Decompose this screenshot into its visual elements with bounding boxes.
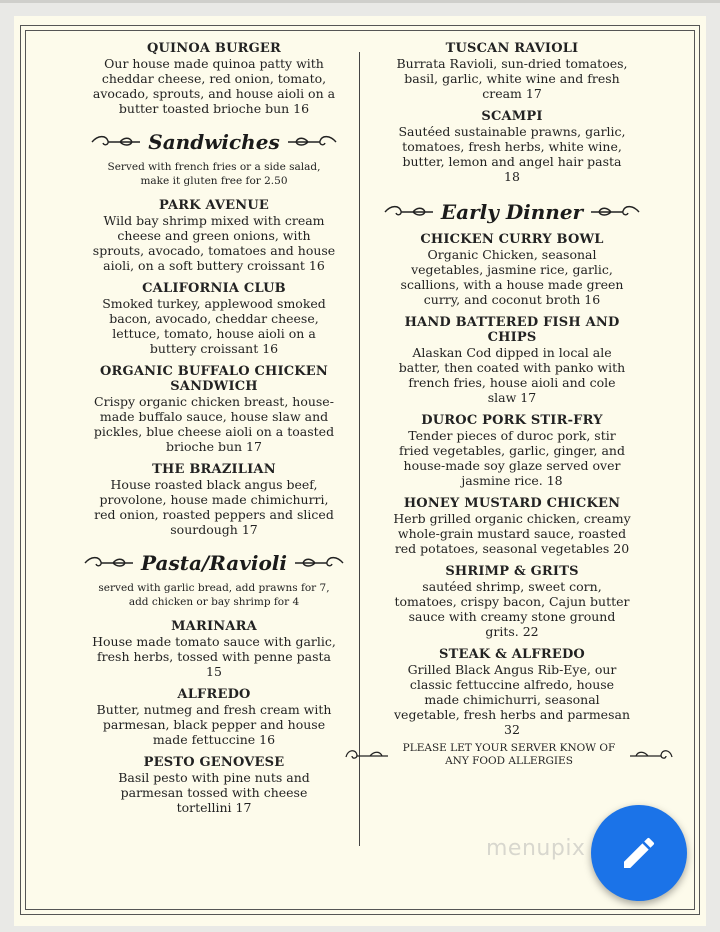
item-name: TUSCAN RAVIOLI (445, 41, 579, 56)
item-name: HAND BATTERED FISH AND CHIPS (404, 315, 620, 345)
flourish-right-icon (628, 745, 674, 765)
section-note: Served with french fries or a side salad, make it gluten free for 2.50 (107, 161, 321, 187)
item-description: Tender pieces of duroc pork, stir fried vegetables, garlic, ginger, and house-made soy glaze served over jasmine rice. 18 (399, 428, 625, 488)
allergy-text: PLEASE LET YOUR SERVER KNOW OF ANY FOOD ALLERGIES (402, 742, 616, 767)
flourish-right-icon (293, 554, 345, 572)
top-strip (0, 0, 720, 3)
item-name: MARINARA (171, 619, 257, 634)
menu-item (92, 364, 336, 454)
section-header-early-dinner (379, 200, 645, 224)
menu-item (92, 462, 336, 537)
flourish-right-icon (286, 133, 338, 151)
item-name: PESTO GENOVESE (143, 755, 285, 770)
flourish-left-icon (383, 203, 435, 221)
section-note: served with garlic bread, add prawns for 7, add chicken or bay shrimp for 4 (98, 582, 330, 608)
item-name: THE BRAZILIAN (152, 462, 276, 477)
allergy-notice (344, 742, 674, 768)
item-name: CALIFORNIA CLUB (142, 281, 286, 296)
flourish-left-icon (344, 745, 390, 765)
section-title: Pasta/Ravioli (140, 551, 287, 575)
section-title: Sandwiches (148, 130, 280, 154)
flourish-left-icon (90, 133, 142, 151)
column-divider (359, 52, 360, 846)
item-name: HONEY MUSTARD CHICKEN (403, 496, 621, 511)
item-name: SHRIMP & GRITS (445, 564, 579, 579)
edit-fab-button[interactable] (591, 805, 687, 901)
item-description: Sautéed sustainable prawns, garlic, tomatoes, fresh herbs, white wine, butter, lemon and angel hair pasta 18 (398, 124, 626, 184)
watermark: menupix (486, 836, 586, 861)
menu-item (92, 41, 336, 116)
item-description: House made tomato sauce with garlic, fresh herbs, tossed with penne pasta 15 (92, 634, 336, 679)
menu-item (92, 687, 336, 747)
menu-item (393, 315, 631, 405)
item-name: PARK AVENUE (158, 198, 269, 213)
item-description: Herb grilled organic chicken, creamy whole-grain mustard sauce, roasted red potatoes, seasonal vegetables 20 (393, 511, 631, 556)
item-description: Crispy organic chicken breast, house-made buffalo sauce, house slaw and pickles, blue cheese aioli on a toasted brioche bun 17 (93, 394, 335, 454)
section-title: Early Dinner (440, 200, 584, 224)
menu-item (393, 564, 631, 639)
item-description: House roasted black angus beef, provolone, house made chimichurri, red onion, roasted peppers and sliced sourdough 17 (94, 477, 334, 537)
item-description: Smoked turkey, applewood smoked bacon, avocado, cheddar cheese, lettuce, tomato, house aioli on a buttery croissant 16 (102, 296, 326, 356)
menu-item (393, 496, 631, 556)
section-header-pasta (78, 551, 350, 575)
item-description: Burrata Ravioli, sun-dried tomatoes, basil, garlic, white wine and fresh cream 17 (396, 56, 628, 101)
left-column (92, 41, 336, 823)
item-name: CHICKEN CURRY BOWL (420, 232, 604, 247)
item-description: Grilled Black Angus Rib-Eye, our classic fettuccine alfredo, house made chimichurri, seasonal vegetable, fresh herbs and parmesan 32 (393, 662, 630, 737)
menu-item (92, 198, 336, 273)
menu-item (92, 755, 336, 815)
pencil-icon (619, 833, 659, 873)
menu-item (393, 413, 631, 488)
menu-item (92, 281, 336, 356)
item-name: ORGANIC BUFFALO CHICKEN SANDWICH (100, 364, 328, 394)
item-description: Our house made quinoa patty with cheddar cheese, red onion, tomato, avocado, sprouts, and house aioli on a butter toasted brioche bun 16 (92, 56, 336, 116)
section-header-sandwiches (78, 130, 350, 154)
item-name: ALFREDO (177, 687, 251, 702)
item-description: Wild bay shrimp mixed with cream cheese and green onions, with sprouts, avocado, tomatoes and house aioli, on a soft buttery croissant 16 (92, 213, 336, 273)
flourish-left-icon (83, 554, 135, 572)
menu-item (393, 232, 631, 307)
item-description: Alaskan Cod dipped in local ale batter, then coated with panko with french fries, house aioli and cole slaw 17 (398, 345, 626, 405)
menu-item (393, 109, 631, 184)
right-column (393, 41, 631, 745)
item-name: QUINOA BURGER (146, 41, 282, 56)
menu-item (393, 41, 631, 101)
item-description: Butter, nutmeg and fresh cream with parmesan, black pepper and house made fettuccine 16 (96, 702, 332, 747)
item-description: Organic Chicken, seasonal vegetables, jasmine rice, garlic, scallions, with a house made green curry, and coconut broth 16 (400, 247, 624, 307)
item-description: Basil pesto with pine nuts and parmesan tossed with cheese tortellini 17 (118, 770, 310, 815)
menu-item (393, 647, 631, 737)
item-name: STEAK & ALFREDO (439, 647, 585, 662)
menu-item (92, 619, 336, 679)
item-name: DUROC PORK STIR-FRY (421, 413, 603, 428)
item-description: sautéed shrimp, sweet corn, tomatoes, crispy bacon, Cajun butter sauce with creamy stone ground grits. 22 (394, 579, 630, 639)
item-name: SCAMPI (481, 109, 543, 124)
flourish-right-icon (589, 203, 641, 221)
